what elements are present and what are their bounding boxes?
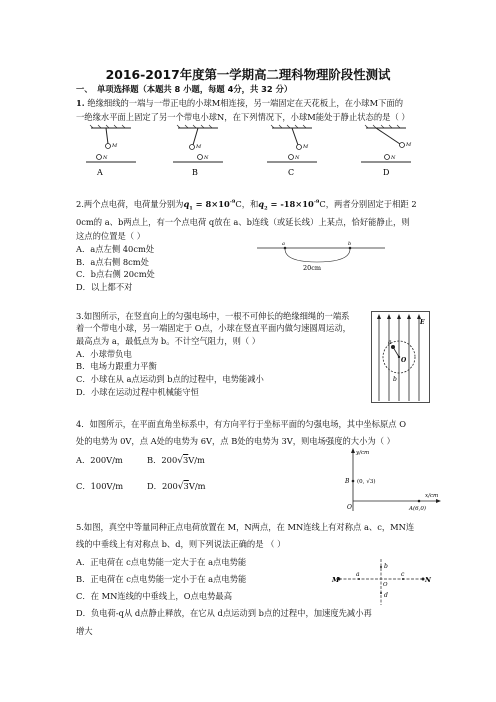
q1-option-c-label: C	[288, 168, 295, 177]
q3-stem-line1: 3.如图所示，在竖直向上的匀强电场中，一根不可伸长的绝缘细绳的一端系	[76, 311, 350, 321]
q4-point-a: A(6,0)	[409, 506, 427, 512]
q1d-label-n: N	[391, 155, 396, 161]
q5-figure	[331, 557, 431, 607]
q1-option-b-label: B	[192, 168, 198, 177]
q5-option-d-cont: 增大	[76, 626, 93, 636]
q3-center-o: O	[401, 357, 407, 364]
q3-option-c: C．小球在从 a点运动到 b点的过程中，电势能减小	[76, 374, 264, 384]
q1-number: 1.	[76, 98, 85, 108]
q5-point-b: b	[384, 563, 388, 570]
q2-option-c: C．b点右侧 20cm处	[76, 269, 155, 279]
q5-option-a: A．正电荷在 c点电势能一定大于在 a点电势能	[76, 557, 247, 567]
q4-figure	[343, 447, 443, 513]
q4-stem-line2: 处的电势为 0V，点 A处的电势为 6V，点 B处的电势为 3V，则电场强度的大小为（ ）	[76, 436, 395, 446]
q4-option-a: A．200V/m	[76, 455, 123, 465]
section-number: 一、	[76, 84, 93, 94]
exam-title: 2016-2017年度第一学期高二理科物理阶段性测试	[105, 67, 391, 82]
q5-charge-m: M	[332, 576, 340, 584]
section-title: 单项选择题（本题共 8 小题，每题 4分，共 32 分）	[97, 84, 293, 94]
q5-option-c: C．在 MN连线的中垂线上，O点电势最高	[76, 591, 232, 601]
q2-stem-line2: 0cm的 a、b两点上，有一个点电荷 q放在 a、b连线（或延长线）上某点，恰好能静止，则	[76, 217, 410, 227]
q5-option-b: B．正电荷在 c点电势能一定小于在 a点电势能	[76, 574, 247, 584]
q2-point-b: b	[348, 241, 352, 247]
q5-stem-line1: 5.如图，真空中等量同种正点电荷放置在 M，N两点，在 MN连线上有对称点 a、c，MN连	[76, 522, 415, 532]
q3-figure	[371, 311, 431, 404]
q2-option-b: B．a点右侧 8cm处	[76, 257, 149, 267]
q1a-label-m: M	[112, 143, 118, 149]
q2-distance-label: 20cm	[303, 264, 322, 272]
q1-figure	[76, 124, 421, 176]
q4-option-c: C．100V/m	[76, 481, 124, 491]
q3-option-d: D．小球在运动过程中机械能守恒	[76, 387, 199, 397]
q3-field-label-e: E	[420, 319, 425, 326]
q4-origin-o: O	[347, 504, 352, 511]
q5-point-d: d	[384, 592, 388, 599]
q1-option-a-label: A	[97, 168, 103, 177]
q3-stem-line3: 最高点为 a，最低点为 b。不计空气阻力，则（ ）	[76, 336, 261, 346]
q4-y-axis-label: y/cm	[356, 450, 370, 456]
q5-charge-n: N	[425, 576, 431, 584]
q3-point-a: a	[388, 339, 392, 346]
q1-option-d-label: D	[383, 168, 390, 177]
q3-option-a: A．小球带负电	[76, 349, 132, 359]
q2-option-d: D．以上都不对	[76, 282, 133, 292]
q1-stem-line1: 绝缘细线的一端与一带正电的小球M相连接，另一端固定在天花板上，在小球M下面的	[87, 98, 403, 108]
q5-point-c: c	[401, 571, 405, 578]
q4-option-d: D．200√3V/m	[147, 481, 206, 492]
q2-stem-line1: 2.两个点电荷，电荷量分别为$q_1 = 8\times 10^{-9}C$，和$q_2 = -18\times 10^{-9}C$，两者分别固定于相距 2	[76, 198, 417, 212]
q1a-label-n: N	[103, 155, 108, 161]
q4-point-b-coord: (0, √3)	[357, 479, 376, 485]
q1d-label-m: M	[406, 142, 412, 148]
q3-option-b: B．电场力跟重力平衡	[76, 361, 157, 371]
q1c-label-m: M	[303, 144, 309, 150]
q3-point-b: b	[393, 376, 397, 383]
q5-stem-line2: 线的中垂线上有对称点 b、d，则下列说法正确的是 （ ）	[76, 539, 286, 549]
q2-option-a: A．a点左侧 40cm处	[76, 244, 155, 254]
q1-stem-line2: 一绝缘水平面上固定了另一个带电小球N，在下列情况下，小球M能处于静止状态的是（ ）	[76, 112, 410, 122]
q5-point-a: a	[356, 571, 360, 578]
q2-point-a: a	[282, 241, 285, 247]
q4-point-b: B	[345, 478, 350, 485]
q1b-label-n: N	[204, 155, 209, 161]
q5-option-d: D．负电荷-q从 d点静止释放，在它从 d点运动到 b点的过程中，加速度先减小再	[76, 608, 372, 618]
q2-stem-line3: 这点的位置是（ ）	[76, 231, 146, 241]
q4-option-b: B．200√3V/m	[147, 455, 205, 466]
q4-stem-line1: 4．如图所示，在平面直角坐标系中，有方向平行于坐标平面的匀强电场，其中坐标原点 O	[76, 419, 407, 429]
q4-x-axis-label: x/cm	[425, 493, 439, 499]
q5-center-o: O	[383, 582, 388, 588]
q3-stem-line2: 着一个带电小球，另一端固定于 O点，小球在竖直平面内做匀速圆周运动，	[76, 323, 351, 333]
q1b-label-m: M	[196, 144, 202, 150]
q1c-label-n: N	[295, 155, 300, 161]
q2-figure	[257, 238, 387, 273]
